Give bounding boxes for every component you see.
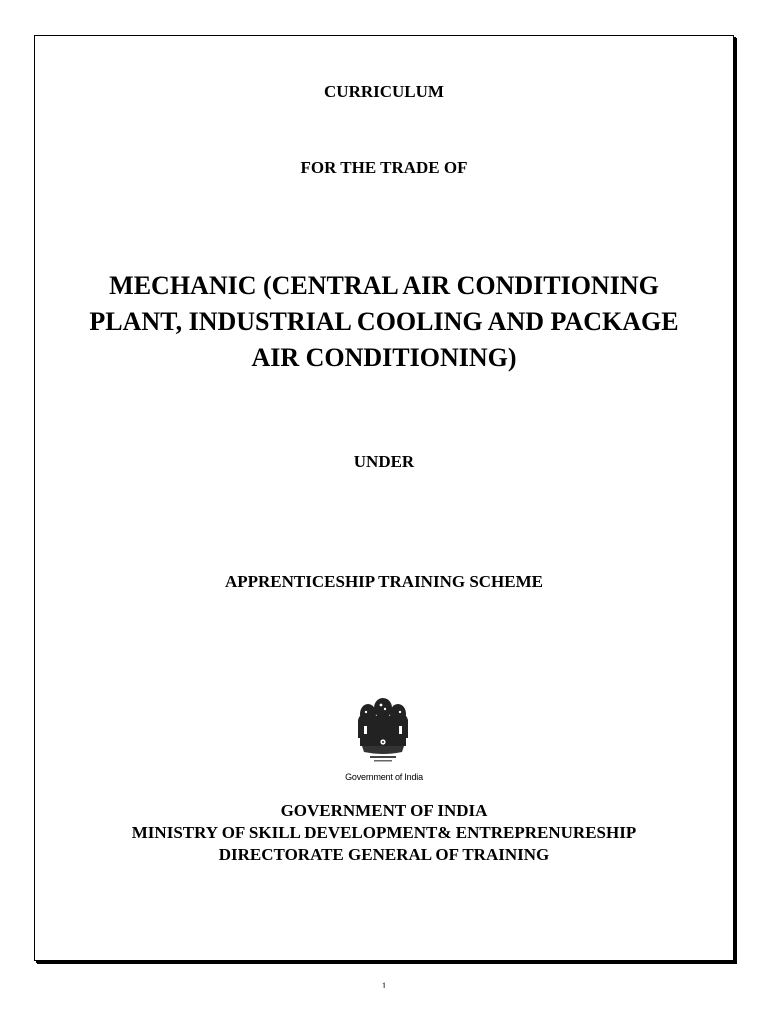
trade-title: [60, 268, 708, 376]
page-number: 1: [381, 982, 387, 988]
issuer-line: MINISTRY OF SKILL DEVELOPMENT& ENTREPRENURESHIP: [131, 823, 637, 842]
under-label: UNDER: [353, 452, 415, 471]
trade-title-line: PLANT, INDUSTRIAL COOLING AND PACKAGE: [89, 307, 679, 336]
document-subheading: FOR THE TRADE OF: [300, 158, 468, 177]
trade-title-line: AIR CONDITIONING): [251, 343, 517, 372]
emblem-caption: Government of India: [345, 772, 423, 782]
scheme-name: APPRENTICESHIP TRAINING SCHEME: [224, 572, 544, 591]
issuer-line: DIRECTORATE GENERAL OF TRAINING: [218, 845, 550, 864]
issuer-line: GOVERNMENT OF INDIA: [280, 801, 488, 820]
document-heading: CURRICULUM: [324, 82, 444, 101]
issuer-block: [34, 800, 734, 866]
trade-title-line: MECHANIC (CENTRAL AIR CONDITIONING: [109, 271, 659, 300]
